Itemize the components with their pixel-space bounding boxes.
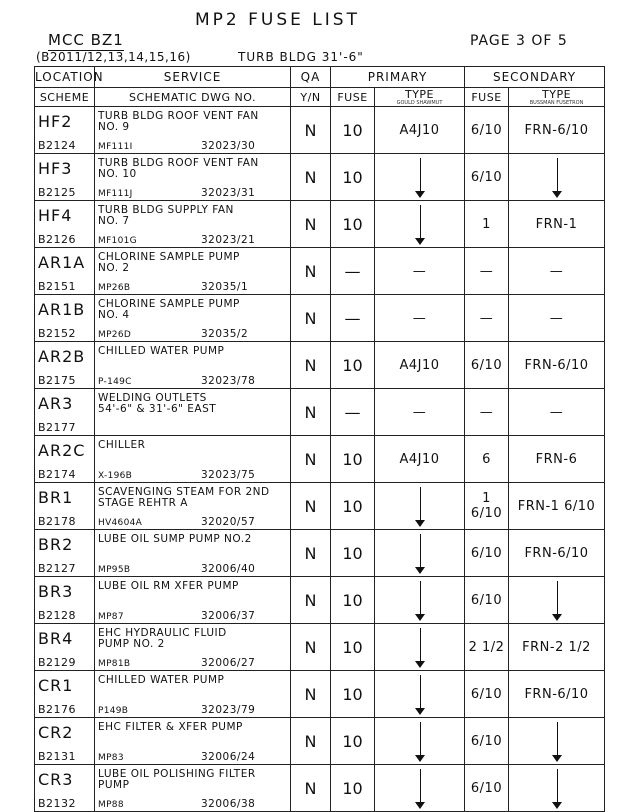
equipment-tag: MP88 [98, 800, 124, 810]
service-cell [95, 483, 291, 530]
table-row [35, 436, 605, 483]
equipment-tag: MF111J [98, 189, 133, 199]
service-description: SCAVENGING STEAM FOR 2ND STAGE REHTR A [98, 486, 270, 509]
ditto-arrow-icon [420, 675, 421, 713]
table-row [35, 201, 605, 248]
qa-cell-value: N [304, 684, 317, 704]
secondary-type-cell-value: — [549, 263, 564, 279]
table-row [35, 624, 605, 671]
location-code: AR3 [38, 394, 74, 413]
qa-cell-value: N [304, 543, 317, 563]
location-code: BR1 [38, 488, 74, 507]
qa-cell-value: N [304, 308, 317, 328]
primary-fuse-cell-value: — [344, 261, 361, 281]
table-row [35, 765, 605, 812]
qa-cell [291, 295, 331, 342]
table-row [35, 671, 605, 718]
schematic-dwg-header: SCHEMATIC DWG NO. [95, 88, 291, 107]
location-cell [35, 483, 95, 530]
secondary-fuse-cell-value: 6/10 [470, 686, 503, 702]
table-row [35, 389, 605, 436]
service-description: CHLORINE SAMPLE PUMP NO. 2 [98, 251, 240, 274]
secondary-type-cell [509, 530, 605, 577]
page-title: MP2 FUSE LIST [195, 10, 360, 30]
service-description: TURB BLDG ROOF VENT FAN NO. 10 [98, 157, 259, 180]
table-body [35, 107, 605, 812]
primary-fuse-cell-value: 10 [342, 167, 363, 187]
primary-fuse-cell-value: 10 [342, 684, 363, 704]
secondary-fuse-cell-value: 6/10 [470, 169, 503, 185]
table-row [35, 718, 605, 765]
schematic-dwg-number: 32006/27 [201, 657, 256, 669]
location-code: AR2B [38, 347, 86, 366]
secondary-type-cell [509, 201, 605, 248]
primary-type-cell [375, 530, 465, 577]
secondary-fuse-cell-value: 6 [482, 451, 491, 467]
secondary-type-cell-value: FRN-6 [535, 451, 578, 467]
secondary-fuse-cell-value: 6/10 [470, 780, 503, 796]
service-cell [95, 624, 291, 671]
ditto-arrow-icon [420, 628, 421, 666]
service-description: CHILLER [98, 439, 146, 451]
service-description: CHLORINE SAMPLE PUMP NO. 4 [98, 298, 240, 321]
secondary-type-cell [509, 107, 605, 154]
ditto-arrow-icon [557, 769, 558, 807]
schematic-dwg-number: 32006/37 [201, 610, 256, 622]
qa-cell [291, 107, 331, 154]
qa-cell [291, 765, 331, 812]
scheme-code: B2177 [38, 421, 77, 434]
qa-cell-value: N [304, 120, 317, 140]
qa-cell [291, 436, 331, 483]
primary-type-header [375, 88, 465, 107]
primary-fuse-cell [331, 389, 375, 436]
service-cell [95, 530, 291, 577]
primary-type-cell [375, 107, 465, 154]
qa-cell-value: N [304, 261, 317, 281]
qa-cell-value: N [304, 731, 317, 751]
secondary-fuse-cell-value: 6/10 [470, 122, 503, 138]
qa-header: QA [291, 67, 331, 88]
service-description: CHILLED WATER PUMP [98, 345, 225, 357]
secondary-type-cell [509, 577, 605, 624]
location-cell [35, 624, 95, 671]
secondary-type-cell-value: FRN-1 [535, 216, 578, 232]
location-code: AR1B [38, 300, 86, 319]
service-cell [95, 671, 291, 718]
qa-cell-value: N [304, 449, 317, 469]
scheme-code: B2127 [38, 562, 77, 575]
secondary-type-sublabel: BUSSMAN FUSETRON [529, 99, 584, 106]
primary-fuse-cell [331, 671, 375, 718]
equipment-tag: MP83 [98, 753, 124, 763]
secondary-fuse-cell-value: 1 [482, 216, 491, 232]
secondary-type-cell [509, 154, 605, 201]
primary-fuse-cell-value: 10 [342, 637, 363, 657]
primary-fuse-cell-value: 10 [342, 214, 363, 234]
schematic-dwg-number: 32023/79 [201, 704, 256, 716]
primary-fuse-cell-value: 10 [342, 449, 363, 469]
schematic-dwg-number: 32023/75 [201, 469, 256, 481]
secondary-type-cell-value: FRN-2 1/2 [522, 639, 591, 655]
primary-type-cell-value: A4J10 [399, 357, 440, 373]
primary-type-cell [375, 389, 465, 436]
secondary-type-cell [509, 295, 605, 342]
schematic-dwg-number: 32006/40 [201, 563, 256, 575]
primary-type-cell [375, 436, 465, 483]
secondary-fuse-cell [465, 389, 509, 436]
primary-fuse-cell-value: 10 [342, 543, 363, 563]
primary-fuse-cell [331, 718, 375, 765]
header-row-1 [35, 67, 605, 88]
service-description: LUBE OIL POLISHING FILTER PUMP [98, 768, 256, 791]
qa-cell-value: N [304, 778, 317, 798]
fuse-table [34, 66, 605, 812]
service-cell [95, 342, 291, 389]
secondary-type-cell-value: FRN-6/10 [524, 357, 589, 373]
secondary-header: SECONDARY [465, 67, 605, 88]
secondary-fuse-cell [465, 765, 509, 812]
service-cell [95, 201, 291, 248]
schematic-dwg-number: 32023/78 [201, 375, 256, 387]
secondary-type-cell [509, 248, 605, 295]
primary-type-cell [375, 718, 465, 765]
equipment-tag: MP95B [98, 565, 131, 575]
location-code: HF4 [38, 206, 73, 225]
location-code: CR2 [38, 723, 74, 742]
primary-type-cell-value: — [412, 310, 427, 326]
primary-type-cell [375, 295, 465, 342]
table-row [35, 577, 605, 624]
location-code: HF3 [38, 159, 73, 178]
service-description: EHC FILTER & XFER PUMP [98, 721, 243, 733]
location-cell [35, 389, 95, 436]
location-cell [35, 107, 95, 154]
secondary-fuse-cell [465, 483, 509, 530]
secondary-fuse-cell-value: 6/10 [470, 545, 503, 561]
ditto-arrow-icon [420, 487, 421, 525]
service-cell [95, 154, 291, 201]
equipment-tag: P149B [98, 706, 129, 716]
ditto-arrow-icon [557, 581, 558, 619]
location-cell [35, 436, 95, 483]
secondary-fuse-cell-value: 2 1/2 [468, 639, 505, 655]
qa-cell-value: N [304, 167, 317, 187]
ditto-arrow-icon [420, 722, 421, 760]
scheme-code: B2126 [38, 233, 77, 246]
primary-fuse-cell-value: 10 [342, 778, 363, 798]
secondary-type-cell-value: FRN-6/10 [524, 545, 589, 561]
page-number: PAGE 3 OF 5 [470, 33, 568, 49]
primary-type-cell [375, 483, 465, 530]
service-description: TURB BLDG SUPPLY FAN NO. 7 [98, 204, 234, 227]
table-row [35, 154, 605, 201]
location-code: HF2 [38, 112, 73, 131]
primary-type-cell [375, 154, 465, 201]
scheme-code: B2178 [38, 515, 77, 528]
primary-fuse-cell [331, 154, 375, 201]
secondary-fuse-cell [465, 342, 509, 389]
primary-fuse-cell [331, 107, 375, 154]
qa-cell [291, 718, 331, 765]
secondary-fuse-cell [465, 436, 509, 483]
primary-fuse-cell [331, 577, 375, 624]
scheme-code: B2174 [38, 468, 77, 481]
location-code: AR2C [38, 441, 86, 460]
secondary-fuse-header: FUSE [465, 88, 509, 107]
secondary-type-cell-value: FRN-6/10 [524, 122, 589, 138]
qa-cell [291, 342, 331, 389]
secondary-type-cell [509, 342, 605, 389]
secondary-fuse-cell-value: 6/10 [470, 357, 503, 373]
location-code: BR4 [38, 629, 74, 648]
location-cell [35, 295, 95, 342]
table-row [35, 107, 605, 154]
scheme-code: B2125 [38, 186, 77, 199]
table-row [35, 530, 605, 577]
primary-type-cell [375, 765, 465, 812]
table-row [35, 295, 605, 342]
secondary-fuse-cell [465, 624, 509, 671]
equipment-tag: HV4604A [98, 518, 143, 528]
table-row [35, 248, 605, 295]
location-header: LOCATION [35, 67, 95, 88]
secondary-fuse-cell [465, 107, 509, 154]
location-cell [35, 671, 95, 718]
secondary-type-cell-value: FRN-1 6/10 [517, 498, 596, 514]
schematic-dwg-number: 32020/57 [201, 516, 256, 528]
service-description: CHILLED WATER PUMP [98, 674, 225, 686]
schematic-dwg-number: 32035/2 [201, 328, 249, 340]
primary-fuse-cell-value: 10 [342, 590, 363, 610]
primary-type-cell [375, 624, 465, 671]
primary-fuse-cell [331, 483, 375, 530]
service-cell [95, 107, 291, 154]
secondary-type-cell [509, 483, 605, 530]
secondary-type-cell [509, 718, 605, 765]
primary-fuse-cell-value: 10 [342, 731, 363, 751]
primary-type-cell-value: A4J10 [399, 122, 440, 138]
schematic-dwg-number: 32023/31 [201, 187, 256, 199]
secondary-fuse-cell-value: — [479, 263, 494, 279]
service-description: WELDING OUTLETS 54'-6" & 31'-6" EAST [98, 392, 217, 415]
scheme-header: SCHEME [35, 88, 95, 107]
header-row-2 [35, 88, 605, 107]
secondary-type-header [509, 88, 605, 107]
qa-cell-value: N [304, 355, 317, 375]
primary-fuse-cell-value: 10 [342, 496, 363, 516]
service-cell [95, 718, 291, 765]
primary-header: PRIMARY [331, 67, 465, 88]
secondary-fuse-cell-value: 6/10 [470, 733, 503, 749]
scheme-code: B2129 [38, 656, 77, 669]
schematic-dwg-number: 32006/38 [201, 798, 256, 810]
qa-cell [291, 389, 331, 436]
equipment-tag: MP87 [98, 612, 124, 622]
secondary-fuse-cell-value: — [479, 404, 494, 420]
service-description: TURB BLDG ROOF VENT FAN NO. 9 [98, 110, 259, 133]
primary-type-cell [375, 248, 465, 295]
qa-cell-value: N [304, 214, 317, 234]
secondary-fuse-cell [465, 530, 509, 577]
equipment-tag: P-149C [98, 377, 132, 387]
primary-fuse-cell [331, 248, 375, 295]
ditto-arrow-icon [420, 158, 421, 196]
qa-cell [291, 483, 331, 530]
secondary-type-cell [509, 624, 605, 671]
scheme-code: B2176 [38, 703, 77, 716]
location-code: CR3 [38, 770, 74, 789]
table-row [35, 483, 605, 530]
ditto-arrow-icon [420, 769, 421, 807]
secondary-fuse-cell [465, 248, 509, 295]
equipment-tag: MF111I [98, 142, 133, 152]
location-cell [35, 718, 95, 765]
service-cell [95, 765, 291, 812]
primary-type-label: TYPE [404, 87, 435, 101]
primary-type-cell-value: — [412, 263, 427, 279]
ditto-arrow-icon [420, 205, 421, 243]
primary-type-cell-value: — [412, 404, 427, 420]
scheme-code: B2124 [38, 139, 77, 152]
equipment-tag: MF101G [98, 236, 137, 246]
ditto-arrow-icon [420, 581, 421, 619]
location-code: BR3 [38, 582, 74, 601]
equipment-tag: MP26B [98, 283, 131, 293]
secondary-type-cell [509, 436, 605, 483]
secondary-fuse-cell [465, 718, 509, 765]
schematic-dwg-number: 32006/24 [201, 751, 256, 763]
schematic-dwg-number: 32023/21 [201, 234, 256, 246]
equipment-tag: MP26D [98, 330, 132, 340]
qa-cell [291, 671, 331, 718]
schematic-dwg-number: 32023/30 [201, 140, 256, 152]
primary-type-cell [375, 342, 465, 389]
secondary-fuse-cell [465, 201, 509, 248]
ditto-arrow-icon [557, 722, 558, 760]
qa-cell [291, 624, 331, 671]
ditto-arrow-icon [420, 534, 421, 572]
ditto-arrow-icon [557, 158, 558, 196]
mcc-label: MCC BZ1 [48, 31, 124, 49]
qa-cell-value: N [304, 637, 317, 657]
sub-schemes: (B2011/12,13,14,15,16) [36, 50, 191, 64]
qa-cell [291, 201, 331, 248]
scheme-code: B2132 [38, 797, 77, 810]
scheme-code: B2151 [38, 280, 77, 293]
service-description: LUBE OIL RM XFER PUMP [98, 580, 239, 592]
secondary-type-cell-value: — [549, 310, 564, 326]
primary-fuse-cell [331, 624, 375, 671]
primary-type-cell [375, 577, 465, 624]
primary-fuse-cell [331, 765, 375, 812]
qa-cell-value: N [304, 402, 317, 422]
secondary-fuse-cell [465, 671, 509, 718]
primary-fuse-header: FUSE [331, 88, 375, 107]
location-cell [35, 577, 95, 624]
secondary-fuse-cell-value: 6/10 [470, 592, 503, 608]
location-cell [35, 201, 95, 248]
secondary-fuse-cell-value: 1 6/10 [470, 491, 503, 521]
primary-type-cell [375, 671, 465, 718]
service-cell [95, 295, 291, 342]
scheme-code: B2175 [38, 374, 77, 387]
yn-header: Y/N [291, 88, 331, 107]
qa-cell [291, 577, 331, 624]
secondary-fuse-cell-value: — [479, 310, 494, 326]
primary-fuse-cell-value: — [344, 308, 361, 328]
qa-cell [291, 530, 331, 577]
secondary-type-cell-value: FRN-6/10 [524, 686, 589, 702]
secondary-type-cell [509, 765, 605, 812]
service-description: LUBE OIL SUMP PUMP NO.2 [98, 533, 252, 545]
location-cell [35, 530, 95, 577]
service-cell [95, 436, 291, 483]
location-cell [35, 342, 95, 389]
qa-cell-value: N [304, 590, 317, 610]
primary-fuse-cell [331, 342, 375, 389]
location-cell [35, 154, 95, 201]
service-cell [95, 248, 291, 295]
secondary-fuse-cell [465, 154, 509, 201]
scheme-code: B2128 [38, 609, 77, 622]
qa-cell [291, 248, 331, 295]
equipment-tag: MP81B [98, 659, 131, 669]
primary-fuse-cell-value: 10 [342, 120, 363, 140]
secondary-type-cell [509, 389, 605, 436]
primary-type-sublabel: GOULD SHAWMUT [396, 99, 443, 106]
secondary-type-cell-value: — [549, 404, 564, 420]
secondary-fuse-cell [465, 295, 509, 342]
scheme-code: B2131 [38, 750, 77, 763]
location-cell [35, 248, 95, 295]
primary-fuse-cell-value: 10 [342, 355, 363, 375]
schematic-dwg-number: 32035/1 [201, 281, 249, 293]
location-code: CR1 [38, 676, 74, 695]
equipment-tag: X-196B [98, 471, 133, 481]
location-cell [35, 765, 95, 812]
service-cell [95, 389, 291, 436]
primary-fuse-cell [331, 201, 375, 248]
primary-fuse-cell [331, 436, 375, 483]
secondary-fuse-cell [465, 577, 509, 624]
secondary-type-cell [509, 671, 605, 718]
secondary-type-label: TYPE [542, 87, 572, 101]
location-code: AR1A [38, 253, 86, 272]
location-code: BR2 [38, 535, 74, 554]
scheme-code: B2152 [38, 327, 77, 340]
primary-fuse-cell [331, 530, 375, 577]
primary-type-cell [375, 201, 465, 248]
building-location: TURB BLDG 31'-6" [238, 50, 364, 64]
qa-cell [291, 154, 331, 201]
service-cell [95, 577, 291, 624]
primary-fuse-cell-value: — [344, 402, 361, 422]
primary-fuse-cell [331, 295, 375, 342]
service-header: SERVICE [95, 67, 291, 88]
primary-type-cell-value: A4J10 [399, 451, 440, 467]
service-description: EHC HYDRAULIC FLUID PUMP NO. 2 [98, 627, 227, 650]
qa-cell-value: N [304, 496, 317, 516]
table-row [35, 342, 605, 389]
